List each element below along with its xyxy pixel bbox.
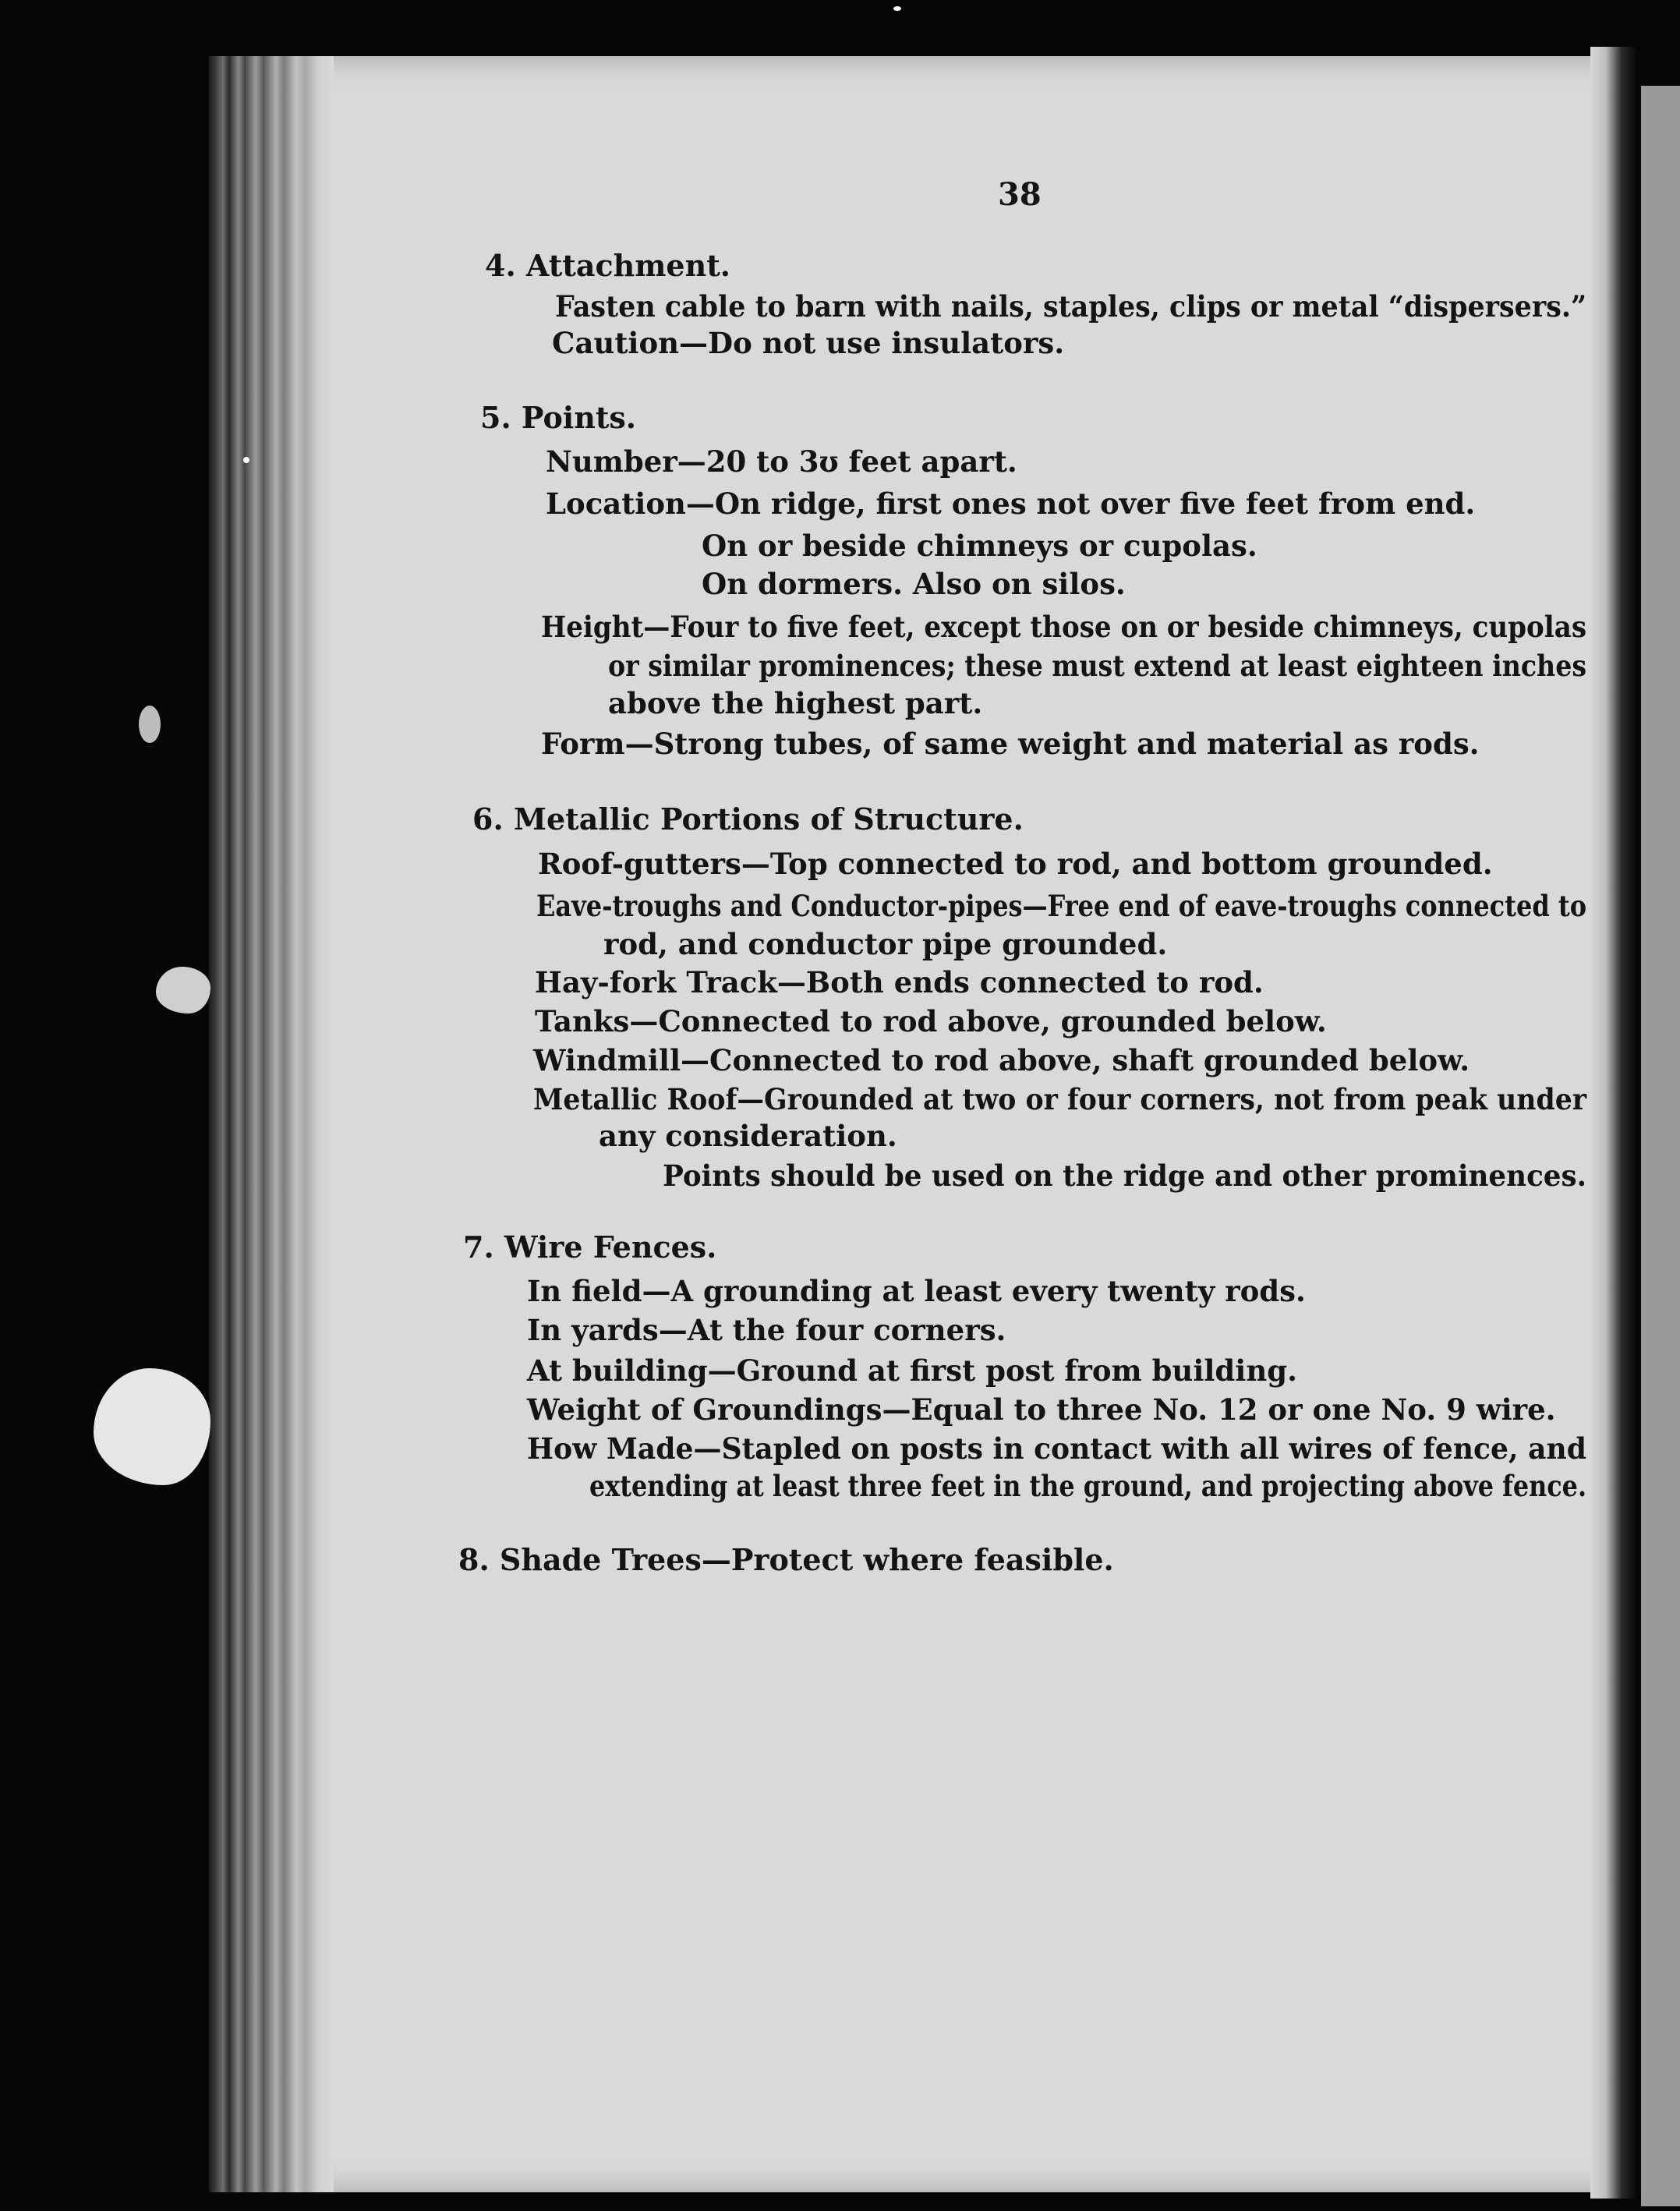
section-heading: 6. Metallic Portions of Structure.	[472, 801, 1024, 837]
body-line: On or beside chimneys or cupolas.	[702, 529, 1257, 563]
body-line: above the highest part.	[608, 686, 983, 720]
body-line: Form—Strong tubes, of same weight and material as rods.	[541, 727, 1480, 761]
body-line: Fasten cable to barn with nails, staples, clips or metal “dispersers.”	[555, 289, 1587, 324]
body-line: Weight of Groundings—Equal to three No. 12 or one No. 9 wire.	[527, 1392, 1556, 1427]
body-line: rod, and conductor pipe grounded.	[603, 927, 1168, 961]
body-line: Metallic Roof—Grounded at two or four corners, not from peak under	[533, 1082, 1587, 1116]
body-line: On dormers. Also on silos.	[702, 567, 1126, 601]
body-line: or similar prominences; these must extend at least eighteen inches	[608, 649, 1587, 683]
body-line: any consideration.	[599, 1119, 897, 1153]
body-line: Height—Four to five feet, except those on or beside chimneys, cupolas	[541, 610, 1587, 644]
body-line: Hay-fork Track—Both ends connected to rod.	[535, 965, 1264, 999]
body-line: Number—20 to 3ʊ feet apart.	[546, 444, 1017, 479]
body-line: extending at least three feet in the ground, and projecting above fence.	[589, 1469, 1587, 1503]
body-line: Tanks—Connected to rod above, grounded below.	[535, 1004, 1327, 1038]
section-heading: 8. Shade Trees—Protect where feasible.	[458, 1542, 1114, 1577]
body-line: In field—A grounding at least every twenty rods.	[527, 1274, 1306, 1308]
page-number: 38	[998, 176, 1042, 213]
body-line: At building—Ground at first post from building.	[527, 1353, 1298, 1388]
body-line: Windmill—Connected to rod above, shaft grounded below.	[533, 1043, 1470, 1077]
section-heading: 7. Wire Fences.	[463, 1229, 717, 1265]
body-line: In yards—At the four corners.	[527, 1313, 1006, 1347]
body-line: Roof-gutters—Top connected to rod, and bottom grounded.	[538, 847, 1493, 881]
section-heading: 4. Attachment.	[485, 248, 731, 283]
body-line: Location—On ridge, first ones not over five feet from end.	[546, 486, 1476, 521]
body-line: Eave-troughs and Conductor-pipes—Free end of eave-troughs connected to	[536, 889, 1587, 923]
section-heading: 5. Points.	[480, 400, 637, 435]
body-line: Caution—Do not use insulators.	[552, 326, 1065, 360]
body-line: How Made—Stapled on posts in contact with all wires of fence, and	[527, 1431, 1586, 1466]
body-line: Points should be used on the ridge and other prominences.	[663, 1159, 1587, 1193]
